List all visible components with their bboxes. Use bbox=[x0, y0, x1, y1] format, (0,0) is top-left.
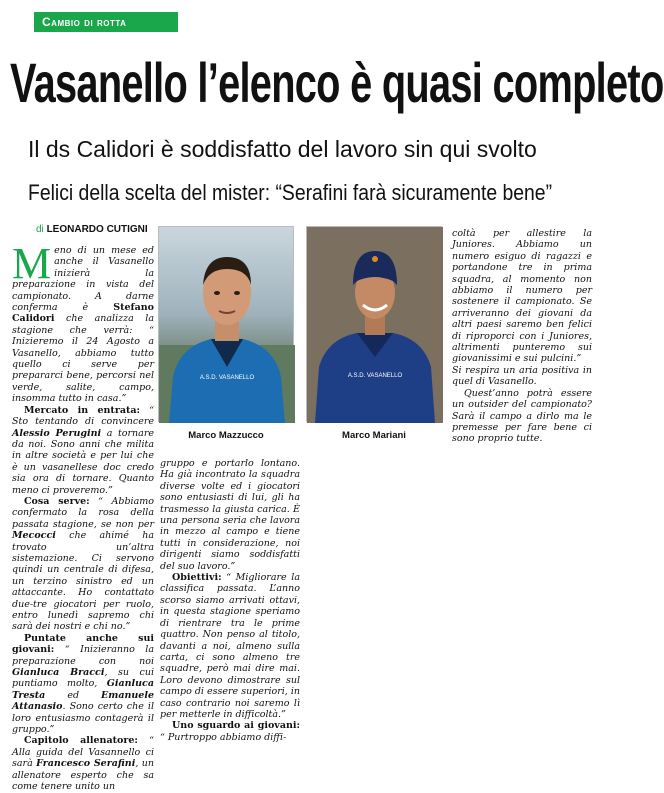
byline-author: LEONARDO CUTIGNI bbox=[46, 224, 148, 235]
person-name: Stefano Calidori bbox=[12, 302, 154, 325]
photo-caption-1: Marco Mazzucco bbox=[188, 430, 264, 441]
byline bbox=[36, 224, 148, 235]
jacket-text: A.S.D. VASANELLO bbox=[347, 373, 403, 379]
person-name: Emanuele Attanasio bbox=[12, 689, 154, 713]
headline: Vasanello l’elenco è quasi completo bbox=[10, 51, 664, 114]
person-name: Gianluca Tresta bbox=[12, 678, 154, 701]
paragraph-lead: Cosa serve: bbox=[24, 495, 90, 507]
photo-marco-mariani bbox=[306, 226, 442, 422]
paragraph-lead: Obiettivi: bbox=[172, 572, 222, 584]
person-name: Gianluca Bracci bbox=[12, 667, 105, 679]
article-column-3: coltà per allestire la Juniores. Abbiamo un numero esiguo di ragazzi e portandone tre in prima squadra, al momento non abbiamo il numero per sostenere il campionato. Se arriveranno dei giovani da altri paesi saremo ben felici di riproporci con i Juniores, altrimenti punteremo sui giovanissimi e sui pulcini.” Si respira un aria positiva in quel di Vasanello. Quest’anno potrà essere un outsider del campionato? Sarà il campo a dirlo ma le premesse per fare bene ci sono proprio tutte. bbox=[452, 228, 592, 445]
drop-cap: M bbox=[12, 239, 52, 288]
section-tag: Cambio di rotta bbox=[34, 12, 178, 32]
deck: Felici della scelta del mister: “Serafini farà sicuramente bene” bbox=[28, 180, 553, 205]
paragraph-lead: Mercato in entrata: bbox=[24, 404, 141, 416]
article-column-2: gruppo e portarlo lontano. Ha già incontrato la squadra diverse volte ed i giocatori sono entusiasti di lui, gli ha trasmesso la giusta carica. È una persona seria che lavora in mezzo al campo e tiene tutti in considerazione, noi dirigenti siamo soddisfatti del suo lavoro.” Obiettivi: “ Migliorare la classifica passata. L’anno scorso siamo arrivati ottavi, in questa stagione speriamo di rientrare tra le prime quattro. Non penso al titolo, davanti a noi, almeno sulla carta, ci sono almeno tre squadre, però mai dire mai. Loro devono dimostrare sul campo di essere superiori, in caso contrario noi saremo lì per metterle in difficoltà.” Uno sguardo ai giovani: “ Purtroppo abbiamo diffi- bbox=[160, 458, 300, 743]
portrait-illustration bbox=[159, 227, 295, 423]
paragraph-lead: Uno sguardo ai giovani: bbox=[172, 720, 300, 732]
photo-marco-mazzucco bbox=[158, 226, 294, 422]
person-name: Francesco Serafini bbox=[36, 758, 136, 770]
person-name: Mecocci bbox=[12, 530, 56, 542]
person-name: Alessio Perugini bbox=[12, 427, 102, 439]
paragraph-lead: Capitolo allenatore: bbox=[24, 735, 138, 747]
portrait-illustration bbox=[307, 227, 443, 423]
byline-prefix: di bbox=[36, 224, 44, 235]
article-column-1: Meno di un mese ed anche il Vasanello inizierà la preparazione in vista del campionato. A darne conferma è Stefano Calidori che analizza la stagione che verrà: “ Inizieremo il 24 Agosto a Vasanello, abbiamo tutto quello ci serve per prepararci bene, percorsi nel verde, salite, campo, insomma tutto in casa.” Mercato in entrata: “ Sto tentando di convincere Alessio Perugini a tornare da noi. Sono anni che milita in altre società e per lui che è un vasanellese doc credo sia ora di tornare. Quanto meno ci proveremo.” Cosa serve: “ Abbiamo confermato la rosa della passata stagione, se non per Mecocci che ahimé ha trovato un’altra sistemazione. Ci servono quindi un centrale di difesa, un terzino sinistro ed un attaccante. Ho contattato due-tre giocatori per ruolo, entro lunedì sapremo chi sarà dei nostri e chi no.” Puntate anche sui giovani: “ Inizieranno la preparazione con noi Gianluca Bracci, su cui puntiamo molto, Gianluca Tresta ed Emanuele Attanasio. Sono certo che il loro entusiasmo contagerà il gruppo.” Capitolo allenatore: “ Alla guida del Vasannello ci sarà Francesco Serafini, un allenatore esperto che sa come tenere unito un bbox=[12, 239, 154, 793]
jacket-text: A.S.D. VASANELLO bbox=[199, 375, 255, 381]
paragraph-lead: Puntate anche sui giovani: bbox=[12, 632, 154, 656]
subheadline: Il ds Calidori è soddisfatto del lavoro sin qui svolto bbox=[28, 136, 537, 162]
photo-caption-2: Marco Mariani bbox=[342, 430, 406, 441]
